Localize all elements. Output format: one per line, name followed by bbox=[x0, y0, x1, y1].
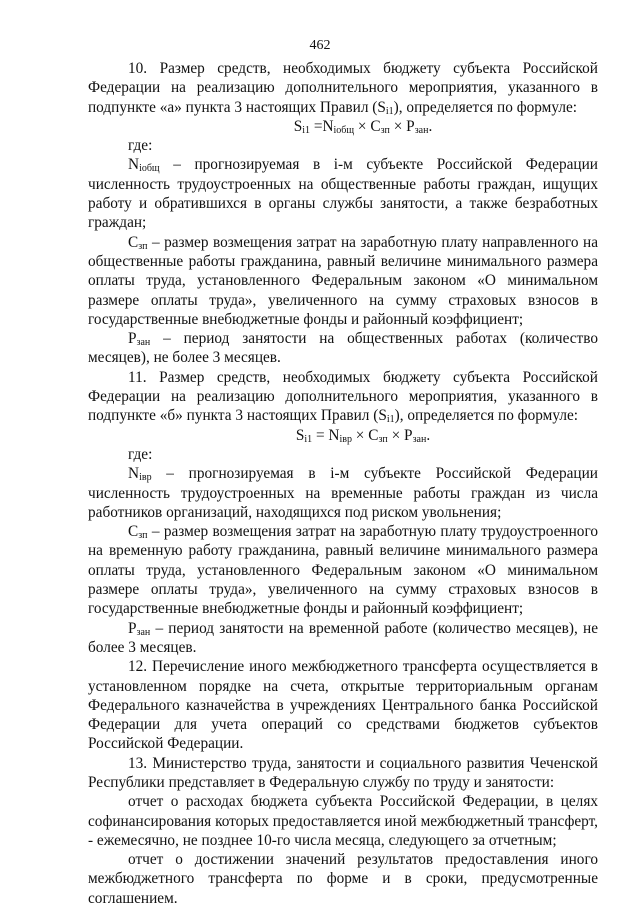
paragraph-10: 10. Размер средств, необходимых бюджету субъекта Российской Федерации на реализацию дополнительного мероприятия, указанного в подпункте «а» пункта 3 настоящих Правил $(S_{i1})$, определяется по формуле: bbox=[88, 60, 598, 117]
paragraph-12: 12. Перечисление иного межбюджетного трансферта осуществляется в установленном порядке на счета, открытые территориальным органам Федерального казначейства в учреждениях Центрального банка Российской Федерации для учета операций со средствами бюджетов субъектов Российской Федерации. bbox=[88, 658, 598, 753]
formula-2: $S_{i1} = N_{iвр} \times C_{зп} \times P_{зан}$. bbox=[295, 426, 431, 445]
definition-c-zp-1: $C_{зп}$ – размер возмещения затрат на заработную плату направленного на общественные работы гражданина, равный величине минимального размера оплаты труда, установленного Федеральным законом «О минимальном размере оплаты труда», увеличенного на сумму страховых взносов в государственные внебюджетные фонды и районный коэффициент; bbox=[88, 233, 598, 328]
paragraph-13-report-results: отчет о достижении значений результатов предоставления иного межбюджетного трансферта по форме и в сроки, предусмотренные соглашением. bbox=[88, 851, 598, 907]
definition-n-vr: $N_{iвр}$ – прогнозируемая в i-м субъекте Российской Федерации численность трудоустроенных на временные работы граждан из числа работников организаций, находящихся под риском увольнения; bbox=[88, 465, 598, 521]
paragraph-13-report-expenses: отчет о расходах бюджета субъекта Российской Федерации, в целях софинансирования которых предоставляется иной межбюджетный трансферт, - ежемесячно, не позднее 10-го числа месяца, следующего за отчетным; bbox=[88, 793, 598, 849]
page-number: 462 bbox=[309, 38, 331, 53]
paragraph-13: 13. Министерство труда, занятости и социального развития Чеченской Республики представляет в Федеральную службу по труду и занятости: bbox=[88, 754, 598, 791]
where-label-2: где: bbox=[128, 445, 153, 463]
paragraph-11: 11. Размер средств, необходимых бюджету субъекта Российской Федерации на реализацию дополнительного мероприятия, указанного в подпункте «б» пункта 3 настоящих Правил $(S_{i1})$, определяется по формуле: bbox=[88, 368, 598, 426]
definition-p-zan-2: $P_{зан}$ – период занятости на временной работе (количество месяцев), не более 3 месяцев. bbox=[88, 619, 598, 656]
formula-1: $S_{i1} =N_{iобщ} \times C_{зп} \times P_{зан}$. bbox=[293, 117, 433, 136]
where-label-1: где: bbox=[128, 137, 153, 155]
definition-c-zp-2: $C_{зп}$ – размер возмещения затрат на заработную плату трудоустроенного на временную работу гражданина, равный величине минимального размера оплаты труда, установленного Федеральным законом «О минимальном размере оплаты труда», увеличенного на сумму страховых взносов в государственные внебюджетные фонды и районный коэффициент; bbox=[88, 523, 598, 618]
definition-n-obshch: $N_{iобщ}$ – прогнозируемая в i-м субъекте Российской Федерации численность трудоустроенных на общественные работы граждан, ищущих работу и обратившихся в органы службы занятости, а также безработных граждан; bbox=[88, 156, 598, 232]
definition-p-zan-1: $P_{зан}$ – период занятости на общественных работах (количество месяцев), не более 3 месяцев. bbox=[88, 330, 598, 367]
document-body bbox=[88, 59, 598, 908]
